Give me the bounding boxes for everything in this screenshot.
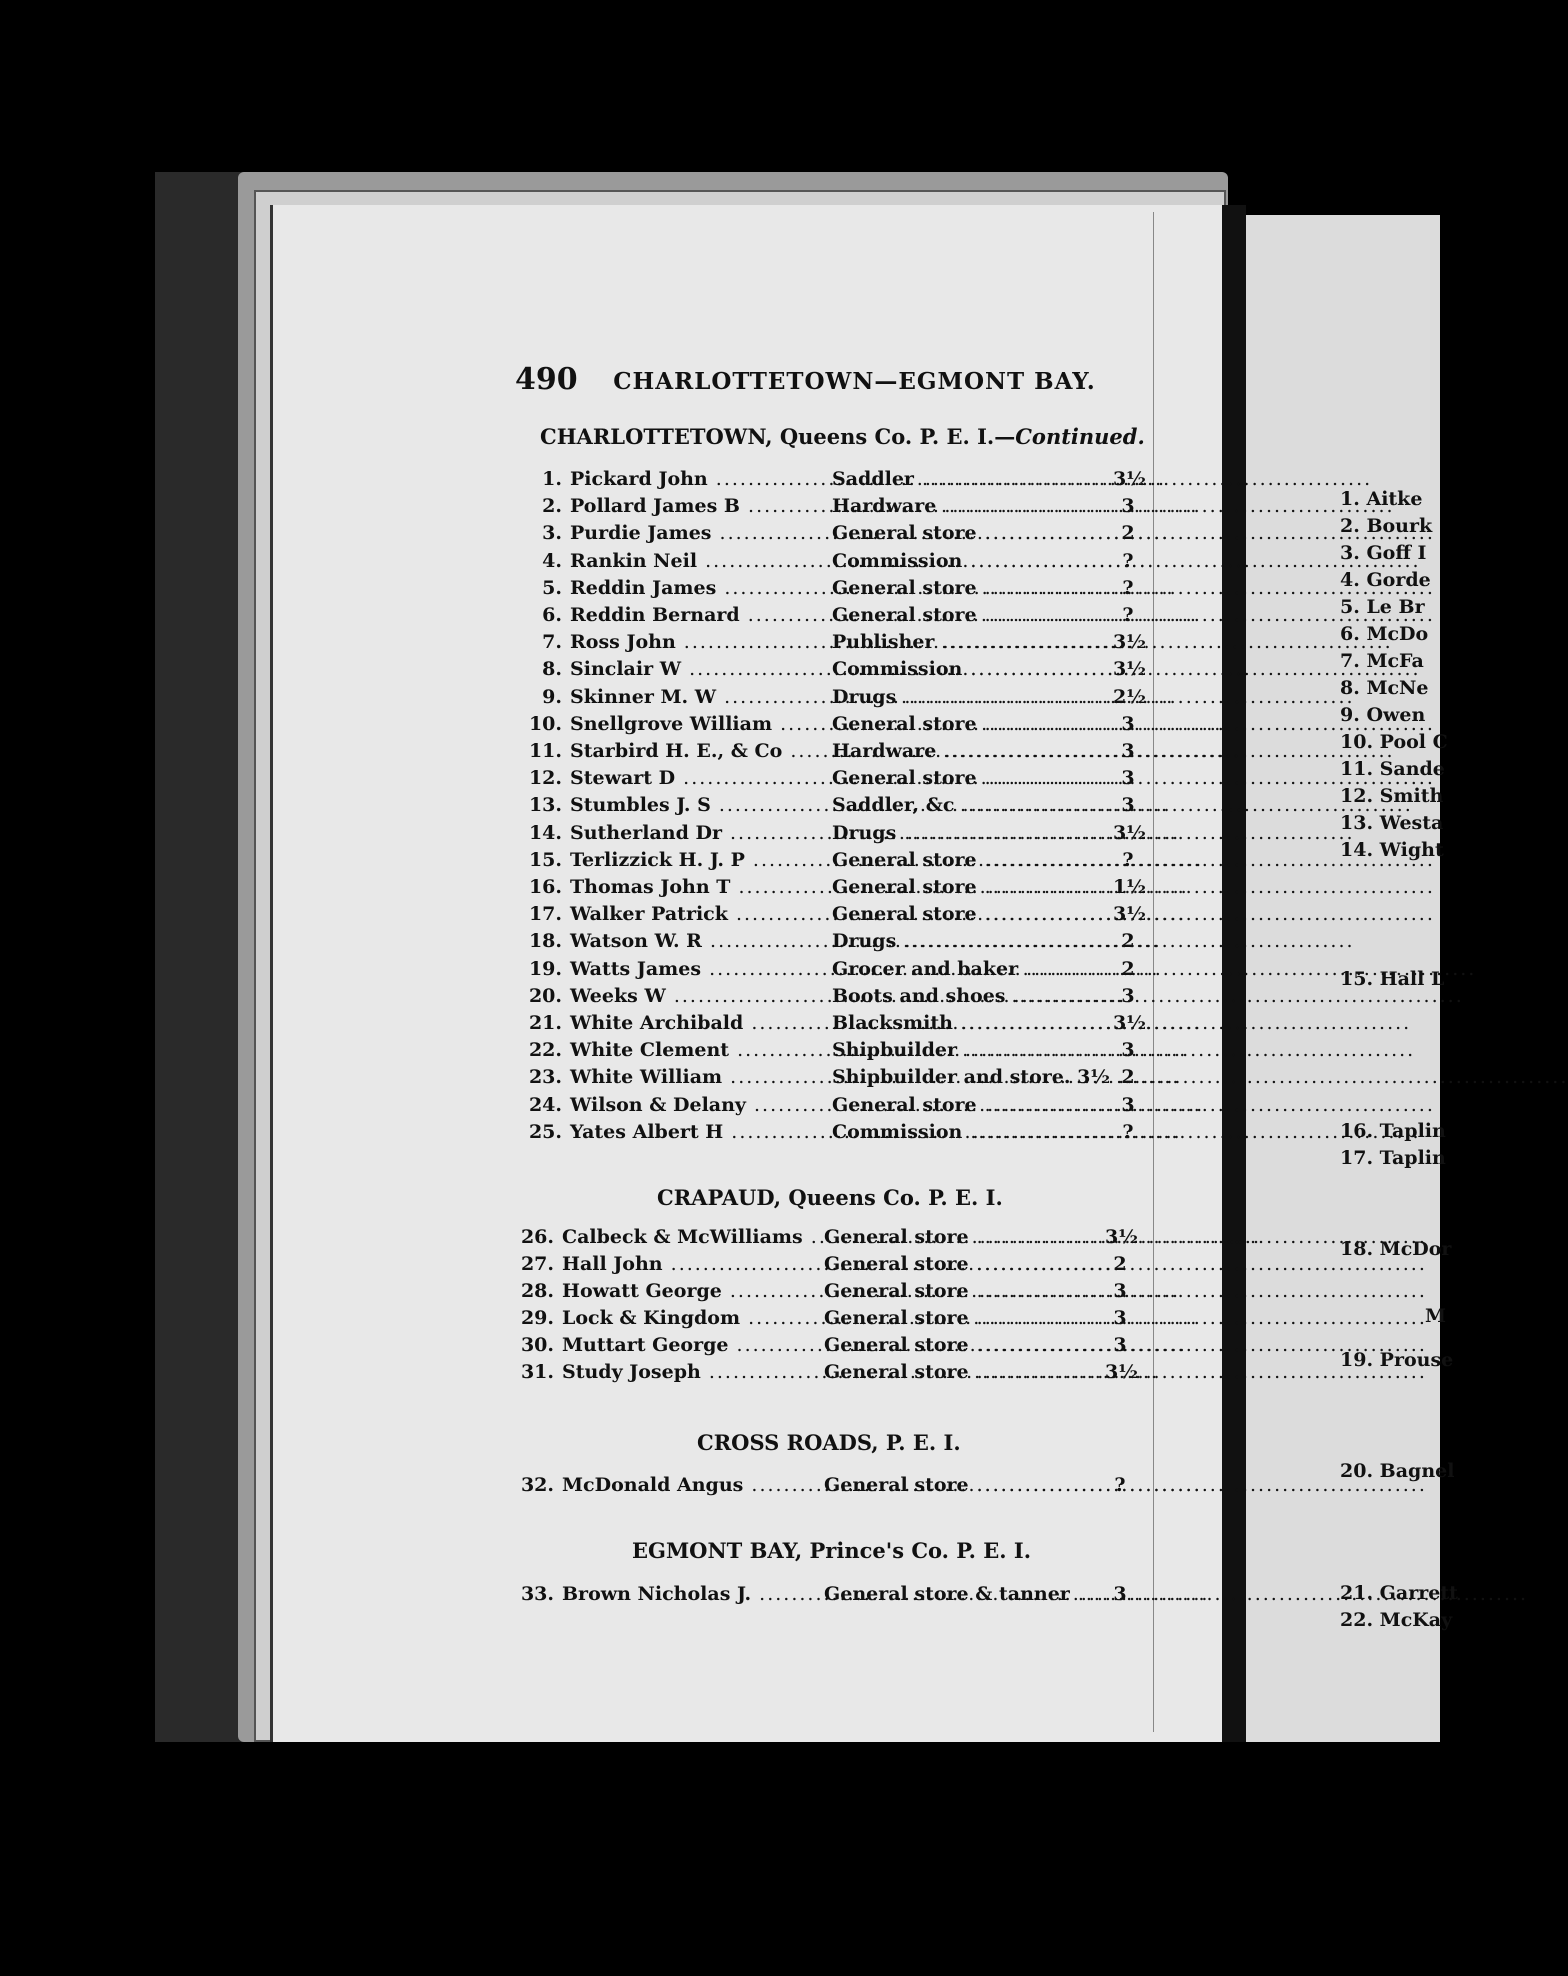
- right-page-fragment: 17. Taplin: [1340, 1147, 1446, 1169]
- entry-name: Pickard John .....: [570, 468, 828, 490]
- entry-number: 14.: [528, 821, 562, 844]
- entry-rating: 2: [1113, 1253, 1127, 1275]
- entry-number: 18.: [528, 930, 562, 953]
- list-item: [518, 631, 1158, 658]
- entry-business: General store & tanner .....: [824, 1583, 1064, 1605]
- entry-rating: 3½: [1105, 1226, 1139, 1248]
- section-title-text: CRAPAUD, Queens Co. P. E. I.: [657, 1185, 1003, 1210]
- page-header: [515, 362, 1115, 412]
- entry-business: General store .....: [832, 713, 1072, 735]
- list-item: [510, 1280, 1150, 1307]
- section-title-charlottetown: [540, 424, 1145, 449]
- list-item: [518, 604, 1158, 631]
- section-title-cross-roads: [697, 1430, 961, 1455]
- entry-number: 15.: [528, 848, 562, 871]
- entry-name: Wilson & Delany .....: [570, 1094, 828, 1116]
- entry-name: Purdie James .....: [570, 522, 828, 544]
- entry-number: 11.: [528, 740, 562, 762]
- entry-name: Howatt George .....: [562, 1280, 820, 1302]
- right-page-fragment: 16. Taplin: [1340, 1120, 1446, 1142]
- entry-rating: 3: [1113, 1334, 1127, 1356]
- entry-number: 24.: [528, 1093, 562, 1116]
- entry-rating: 2: [1121, 930, 1135, 953]
- list-item: [518, 658, 1158, 685]
- entry-rating: 3: [1121, 984, 1135, 1007]
- entry-number: 4.: [542, 549, 562, 572]
- list-item: [518, 1012, 1158, 1039]
- list-item: [518, 958, 1158, 985]
- entry-business: Commission .....: [832, 1121, 1072, 1143]
- list-item: [510, 1226, 1150, 1253]
- entry-rating: 2: [1121, 522, 1135, 545]
- entry-name: Watts James .....: [570, 958, 828, 980]
- entry-rating: 3: [1121, 712, 1135, 735]
- entry-name: Pollard James B .....: [570, 495, 828, 517]
- entry-business: General store .....: [832, 903, 1072, 925]
- list-item: [510, 1253, 1150, 1280]
- section-title-crapaud: [657, 1185, 1003, 1210]
- entry-business: General store .....: [824, 1361, 1064, 1383]
- entry-rating: 3: [1113, 1280, 1127, 1302]
- list-item: [518, 822, 1158, 849]
- list-item: [518, 550, 1158, 577]
- entry-name: White Clement .....: [570, 1039, 828, 1061]
- right-page-fragment: 4. Gorde: [1340, 569, 1431, 591]
- entry-business: General store .....: [824, 1307, 1064, 1329]
- entry-rating: 3: [1121, 495, 1135, 518]
- entry-rating: 3½: [1113, 821, 1147, 844]
- entry-number: 17.: [528, 903, 562, 926]
- entry-business: Drugs .....: [832, 822, 1072, 844]
- entry-business: Boots and shoes .....: [832, 985, 1072, 1007]
- entry-number: 27.: [520, 1253, 554, 1275]
- entry-number: 25.: [528, 1120, 562, 1143]
- entry-name: Watson W. R .....: [570, 930, 828, 952]
- entry-rating: 3: [1121, 794, 1135, 817]
- right-page-fragment: 1. Aitke: [1340, 488, 1423, 510]
- list-item: [510, 1583, 1150, 1610]
- section-title-text: EGMONT BAY, Prince's Co. P. E. I.: [632, 1538, 1031, 1563]
- entry-name: Hall John .....: [562, 1253, 820, 1275]
- entry-business: Drugs .....: [832, 686, 1072, 708]
- right-page-fragment: 21. Garrett: [1340, 1582, 1458, 1604]
- entry-business: Commission .....: [832, 550, 1072, 572]
- entry-number: 20.: [528, 984, 562, 1007]
- entry-rating: 2: [1121, 1066, 1135, 1089]
- entry-name: Reddin Bernard .....: [570, 604, 828, 626]
- bottom-shadow: [238, 1742, 1440, 1976]
- list-item: [518, 1094, 1158, 1121]
- entry-business: Commission .....: [832, 658, 1072, 680]
- right-page-fragment: 13. Westa: [1340, 812, 1444, 834]
- list-item: [518, 849, 1158, 876]
- list-item: [518, 1121, 1158, 1148]
- entry-number: 6.: [542, 604, 562, 626]
- section-title-egmont-bay: [632, 1538, 1031, 1563]
- entry-name: Snellgrove William .....: [570, 713, 828, 735]
- entry-business: General store .....: [824, 1280, 1064, 1302]
- list-item: [518, 468, 1158, 495]
- entry-rating: ?: [1114, 1474, 1126, 1496]
- entry-number: 32.: [520, 1474, 554, 1496]
- entry-name: Starbird H. E., & Co .....: [570, 740, 828, 762]
- entry-name: Sinclair W .....: [570, 658, 828, 680]
- entry-business: Publisher .....: [832, 631, 1072, 653]
- running-title: CHARLOTTETOWN—EGMONT BAY.: [613, 368, 1096, 395]
- entry-name: Skinner M. W .....: [570, 686, 828, 708]
- right-page-fragment: 20. Bagnel: [1340, 1460, 1455, 1482]
- entry-number: 28.: [520, 1280, 554, 1302]
- right-page-fragment: 10. Pool C: [1340, 731, 1448, 753]
- entry-rating: 3½: [1113, 658, 1147, 681]
- right-page-fragment: 8. McNe: [1340, 677, 1429, 699]
- entry-name: Sutherland Dr .....: [570, 822, 828, 844]
- continued-label: Continued.: [1015, 424, 1145, 449]
- entry-name: Stewart D .....: [570, 767, 828, 789]
- entry-business: General store .....: [832, 577, 1072, 599]
- entry-number: 33.: [520, 1583, 554, 1605]
- entry-name: Rankin Neil .....: [570, 550, 828, 572]
- entry-number: 8.: [542, 658, 562, 681]
- right-page-fragment: 3. Goff I: [1340, 542, 1427, 564]
- entry-rating: 1½: [1113, 876, 1147, 898]
- entry-rating: 3½: [1105, 1361, 1139, 1383]
- entry-name: Walker Patrick .....: [570, 903, 828, 925]
- entry-number: 31.: [520, 1361, 554, 1383]
- entry-number: 21.: [528, 1012, 562, 1034]
- right-page-fragment: 9. Owen: [1340, 704, 1426, 726]
- list-item: [518, 903, 1158, 930]
- entry-name: Reddin James .....: [570, 577, 828, 599]
- list-item: [510, 1334, 1150, 1361]
- list-item: [518, 577, 1158, 604]
- entry-business: Drugs .....: [832, 930, 1072, 952]
- entry-number: 12.: [528, 767, 562, 790]
- right-page-fragment: 11. Sande: [1340, 758, 1445, 780]
- entry-number: 30.: [520, 1334, 554, 1356]
- entry-name: Weeks W .....: [570, 985, 828, 1007]
- list-item: [510, 1361, 1150, 1388]
- entry-number: 22.: [528, 1039, 562, 1062]
- right-page-fragment: 14. Wight: [1340, 839, 1444, 861]
- entry-number: 16.: [528, 876, 562, 898]
- entry-number: 13.: [528, 794, 562, 817]
- list-item: [518, 876, 1158, 903]
- entry-business: General store .....: [824, 1474, 1064, 1496]
- entry-rating: ?: [1122, 848, 1134, 871]
- entry-number: 10.: [528, 712, 562, 735]
- list-item: [518, 985, 1158, 1012]
- entry-name: Lock & Kingdom .....: [562, 1307, 820, 1329]
- entry-rating: 3½: [1113, 631, 1147, 654]
- section-title-text: CHARLOTTETOWN, Queens Co. P. E. I.—: [540, 424, 1016, 449]
- entry-rating: 3: [1113, 1307, 1127, 1329]
- entry-name: White Archibald .....: [570, 1012, 828, 1034]
- entry-number: 26.: [520, 1226, 554, 1248]
- entry-business: Grocer and baker .....: [832, 958, 1072, 980]
- entry-business: General store .....: [832, 849, 1072, 871]
- entry-number: 29.: [520, 1307, 554, 1329]
- entry-rating: 3: [1121, 740, 1135, 762]
- right-page-fragment: 7. McFa: [1340, 650, 1424, 672]
- entry-business: Hardware .....: [832, 740, 1072, 762]
- entry-number: 9.: [542, 685, 562, 708]
- entry-business: General store .....: [832, 1094, 1072, 1116]
- entry-business: Blacksmith .....: [832, 1012, 1072, 1034]
- list-item: [518, 495, 1158, 522]
- entry-number: 2.: [542, 495, 562, 518]
- entry-business: General store .....: [832, 604, 1072, 626]
- list-item: [518, 1066, 1158, 1093]
- entry-number: 7.: [542, 631, 562, 654]
- entry-name: White William .....: [570, 1066, 828, 1088]
- right-page-fragment: 18. McDor: [1340, 1238, 1452, 1260]
- entry-name: Calbeck & McWilliams .....: [562, 1226, 820, 1248]
- list-item: [518, 794, 1158, 821]
- right-page-fragment: 6. McDo: [1340, 623, 1429, 645]
- entry-name: McDonald Angus .....: [562, 1474, 820, 1496]
- page-number: 490: [515, 362, 578, 397]
- entry-name: Stumbles J. S .....: [570, 794, 828, 816]
- entry-name: Terlizzick H. J. P .....: [570, 849, 828, 871]
- entry-business: Shipbuilder .....: [832, 1039, 1072, 1061]
- entry-rating: ?: [1122, 576, 1134, 599]
- entry-business: Hardware .....: [832, 495, 1072, 517]
- entry-business: General store .....: [832, 876, 1072, 898]
- entry-number: 5.: [542, 576, 562, 599]
- entry-business: General store .....: [824, 1253, 1064, 1275]
- entry-rating: 3: [1113, 1583, 1127, 1605]
- list-item: [518, 1039, 1158, 1066]
- entry-rating: 2½: [1113, 685, 1147, 708]
- entry-rating: 2: [1121, 957, 1135, 980]
- list-item: [518, 767, 1158, 794]
- entry-rating: 3: [1121, 1039, 1135, 1062]
- right-page-fragment: 22. McKay: [1340, 1609, 1453, 1631]
- entry-rating: ?: [1122, 604, 1134, 626]
- right-page-fragment: 2. Bourk: [1340, 515, 1433, 537]
- right-page-fragment: 19. Prouse: [1340, 1349, 1454, 1371]
- entry-rating: ?: [1122, 1120, 1134, 1143]
- list-item: [518, 522, 1158, 549]
- list-item: [510, 1474, 1150, 1501]
- entry-name: Brown Nicholas J. .....: [562, 1583, 820, 1605]
- right-page-fragment: 5. Le Br: [1340, 596, 1425, 618]
- entry-business: Saddler, &c .....: [832, 794, 1072, 816]
- entry-business: Shipbuilder and store. 3½ .....: [832, 1066, 1072, 1088]
- entry-number: 3.: [542, 522, 562, 545]
- entry-rating: 3: [1121, 767, 1135, 790]
- entry-number: 19.: [528, 957, 562, 980]
- entry-business: General store .....: [824, 1226, 1064, 1248]
- entry-number: 1.: [542, 468, 562, 490]
- entry-business: Saddler .....: [832, 468, 1072, 490]
- entry-name: Thomas John T .....: [570, 876, 828, 898]
- list-item: [518, 740, 1158, 767]
- entry-name: Yates Albert H .....: [570, 1121, 828, 1143]
- entry-rating: 3½: [1113, 903, 1147, 926]
- entry-name: Muttart George .....: [562, 1334, 820, 1356]
- list-item: [518, 930, 1158, 957]
- list-item: [518, 713, 1158, 740]
- entry-name: Ross John .....: [570, 631, 828, 653]
- list-item: [518, 686, 1158, 713]
- entry-rating: ?: [1122, 549, 1134, 572]
- list-item: [510, 1307, 1150, 1334]
- entry-business: General store .....: [832, 767, 1072, 789]
- entry-rating: 3½: [1113, 468, 1147, 490]
- entry-rating: 3: [1121, 1093, 1135, 1116]
- right-page-fragment: 12. Smith: [1340, 785, 1444, 807]
- entry-business: General store .....: [824, 1334, 1064, 1356]
- section-title-text: CROSS ROADS, P. E. I.: [697, 1430, 961, 1455]
- entry-rating: 3½: [1113, 1012, 1147, 1034]
- right-page-fragment: M: [1425, 1305, 1447, 1327]
- entry-number: 23.: [528, 1066, 562, 1089]
- entry-business: General store .....: [832, 522, 1072, 544]
- entry-name: Study Joseph .....: [562, 1361, 820, 1383]
- right-page-fragment: 15. Hall L: [1340, 968, 1445, 990]
